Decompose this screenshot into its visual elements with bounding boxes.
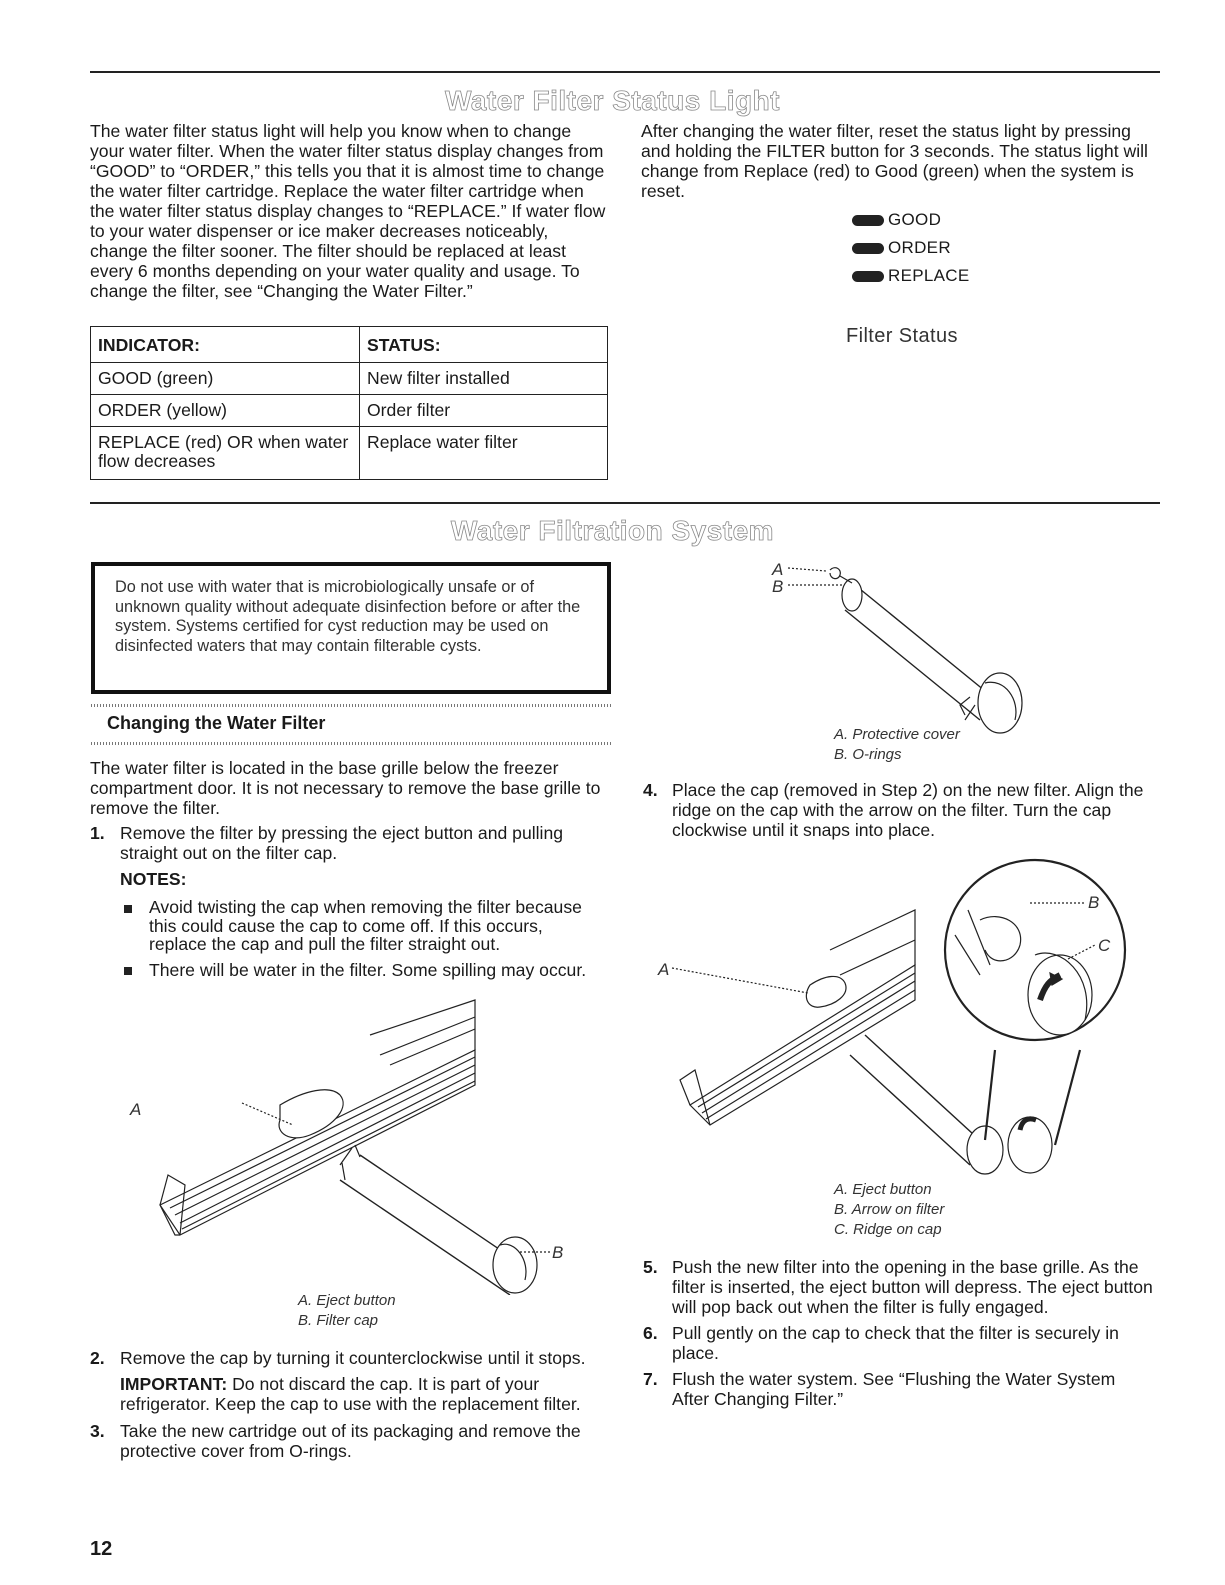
caption-line: A. Eject button [298, 1292, 396, 1309]
section-title-status-light: Water Filter Status Light [444, 85, 781, 116]
caption-line: A. Protective cover [834, 726, 960, 743]
figure-filter-removal [120, 995, 580, 1295]
step-number: 7. [643, 1369, 658, 1389]
status-table [90, 326, 608, 480]
caption-line: B. O-rings [834, 746, 902, 763]
figure-label-b: B [772, 577, 784, 596]
step-3-text: Take the new cartridge out of its packaging and remove the protective cover from O-rings. [120, 1421, 581, 1461]
step-4-text: Place the cap (removed in Step 2) on the new filter. Align the ridge on the cap with the arrow on the filter. Turn the cap clockwise until it snaps into place. [672, 780, 1144, 840]
important-label: IMPORTANT: [120, 1374, 228, 1394]
table-row [91, 363, 608, 395]
table-header-status: STATUS: [360, 327, 608, 363]
step-number: 6. [643, 1323, 658, 1343]
legend-order [852, 237, 951, 259]
figure-cap-installation [650, 855, 1160, 1185]
note-item: Avoid twisting the cap when removing the filter because this could cause the cap to come off. If this occurs, replace the cap and pull the filter straight out. [149, 897, 582, 954]
note-item: There will be water in the filter. Some spilling may occur. [149, 960, 587, 980]
figure-label-b: B [552, 1243, 564, 1262]
important-text: Do not discard the cap. It is part of your refrigerator. Keep the cap to use with the replacement filter. [120, 1374, 581, 1414]
table-row [91, 427, 608, 480]
figure-protective-cover [760, 555, 1040, 735]
legend-label: ORDER [888, 238, 951, 257]
subheading-band-top [91, 704, 611, 707]
step-2-text: Remove the cap by turning it counterclockwise until it stops. [120, 1348, 586, 1368]
table-header-indicator: INDICATOR: [91, 327, 360, 363]
legend-good [852, 209, 941, 231]
figure-label-a: A [130, 1100, 142, 1119]
status-light-intro: The water filter status light will help you know when to change your water filter. When the water filter status display changes from “GOOD” to “ORDER,” this tells you that it is almost time to change the water filter cartridge. Replace the water filter cartridge when the water filter status display changes to “REPLACE.” If water flow to your water dispenser or ice maker decreases noticeably, change the filter sooner. The filter should be replaced at least every 6 months depending on your water quality and usage. To change the filter, see “Changing the Water Filter.” [90, 121, 606, 301]
status-led-icon [852, 243, 884, 254]
step-1-text: Remove the filter by pressing the eject button and pulling straight out on the filter cap. [120, 823, 564, 863]
top-rule [90, 71, 1160, 73]
subheading-band-bottom [91, 742, 611, 745]
step-number: 5. [643, 1257, 658, 1277]
section-title-filtration-system: Water Filtration System [450, 515, 775, 546]
reset-instructions: After changing the water filter, reset the status light by pressing and holding the FILTER button for 3 seconds. The status light will change from Replace (red) to Good (green) when the system is reset. [641, 121, 1148, 201]
step-number: 1. [90, 823, 105, 843]
table-cell: Order filter [360, 395, 608, 427]
step-5-text: Push the new filter into the opening in the base grille. As the filter is inserted, the eject button will depress. The eject button will pop back out when the filter is fully engaged. [672, 1257, 1153, 1317]
step-number: 2. [90, 1348, 105, 1368]
bullet-icon [124, 967, 132, 975]
notes-label: NOTES: [120, 869, 187, 889]
warning-text: Do not use with water that is microbiologically unsafe or of unknown quality without adequate disinfection before or after the system. Systems certified for cyst reduction may be used on disinfected waters that may contain filterable cysts. [115, 578, 581, 655]
table-row [91, 395, 608, 427]
figure-2-caption [834, 725, 960, 765]
step-number: 3. [90, 1421, 105, 1441]
legend-label: REPLACE [888, 266, 970, 285]
legend-label: GOOD [888, 210, 942, 229]
step-number: 4. [643, 780, 658, 800]
step-7-text: Flush the water system. See “Flushing the Water System After Changing Filter.” [672, 1369, 1116, 1409]
table-header-row [91, 327, 608, 363]
legend-replace [852, 265, 969, 287]
filter-location-intro: The water filter is located in the base grille below the freezer compartment door. It is not necessary to remove the base grille to remove the filter. [90, 758, 601, 818]
filter-status-caption: Filter Status [846, 325, 958, 347]
caption-line: C. Ridge on cap [834, 1221, 942, 1238]
step-2-important [120, 1374, 600, 1414]
figure-3-caption [834, 1180, 944, 1240]
figure-label-c: C [1098, 936, 1111, 955]
caption-line: B. Filter cap [298, 1312, 379, 1329]
table-cell: REPLACE (red) OR when water flow decreases [91, 427, 360, 480]
section-rule [90, 502, 1160, 504]
warning-box [91, 562, 611, 694]
figure-label-a: A [658, 960, 670, 979]
figure-label-a: A [772, 560, 784, 579]
caption-line: A. Eject button [834, 1181, 932, 1198]
figure-1-caption [298, 1291, 396, 1331]
status-led-icon [852, 215, 884, 226]
page-number: 12 [90, 1538, 113, 1560]
table-cell: New filter installed [360, 363, 608, 395]
status-led-icon [852, 271, 884, 282]
step-6-text: Pull gently on the cap to check that the filter is securely in place. [672, 1323, 1119, 1363]
table-cell: GOOD (green) [91, 363, 360, 395]
table-cell: Replace water filter [360, 427, 608, 480]
bullet-icon [124, 905, 132, 913]
caption-line: B. Arrow on filter [834, 1201, 945, 1218]
table-cell: ORDER (yellow) [91, 395, 360, 427]
subheading-changing-filter: Changing the Water Filter [107, 713, 326, 733]
figure-label-b: B [1088, 893, 1100, 912]
